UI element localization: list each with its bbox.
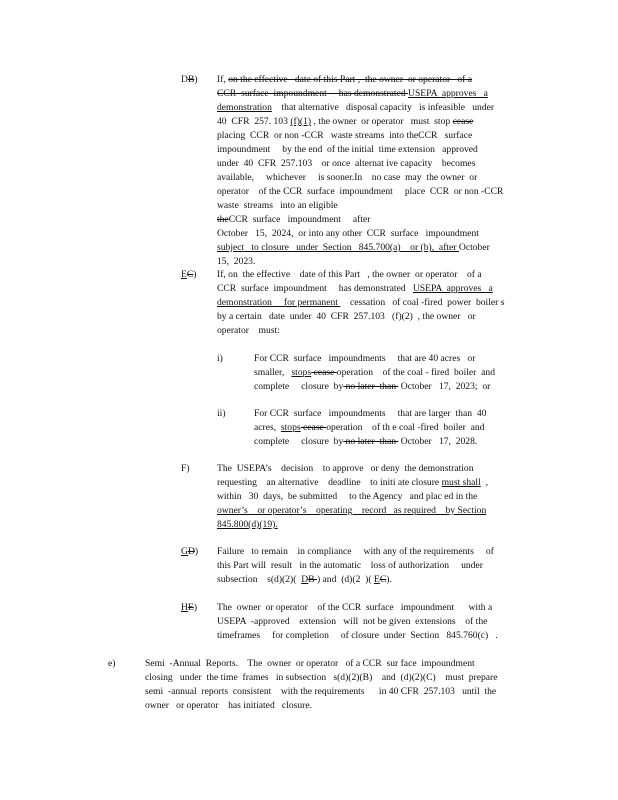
line: owner’s or operator’s operating record as required by Section <box>217 505 487 516</box>
line: If, on the effective date of this Part , the owner or operator of a <box>217 269 482 280</box>
line: available, whichever is sooner.In no case may the owner or <box>217 172 478 183</box>
item-e-reports-label: e) <box>108 658 116 669</box>
line: 845.800(d)(19). <box>217 519 278 530</box>
item-f-label: F) <box>181 463 190 474</box>
line: demonstration that alternative disposal capacity is infeasible under <box>217 102 495 113</box>
subitem-i-text <box>254 352 534 394</box>
subitem-ii-label: ii) <box>217 408 226 419</box>
line: For CCR surface impoundments that are 40 acres or <box>254 353 476 364</box>
line: CCR surface impoundment has demonstrated USEPA approves a <box>217 283 493 294</box>
item-d-label: DB) <box>181 74 198 85</box>
line: timeframes for completion of closure under Section 845.760(c) . <box>217 630 498 641</box>
line: by a certain date under 40 CFR 257.103 (f)(2) , the owner or <box>217 311 476 322</box>
line: theCCR surface impoundment after <box>217 214 371 225</box>
line: acres, stops cease operation of th e coal -fired boiler and <box>254 422 485 433</box>
line: subsection s(d)(2)( DB ) and (d)(2 )( EC). <box>217 574 392 585</box>
item-e-label: EC) <box>181 269 197 280</box>
item-e-text <box>217 268 535 338</box>
line: demonstration for permanent cessation of coal -fired power boiler s <box>217 297 505 308</box>
line: Failure to remain in compliance with any of the requirements of <box>217 546 494 557</box>
subitem-i-label: i) <box>217 353 223 364</box>
line: waste streams into an eligible <box>217 200 343 211</box>
line: operator must: <box>217 325 280 336</box>
line: The owner or operator of the CCR surface impoundment with a <box>217 602 493 613</box>
line: complete closure by no later than October 17, 2028. <box>254 436 478 447</box>
line: closing under the time frames in subsection s(d)(2)(B) and (d)(2)(C) must prepare <box>145 672 498 683</box>
line: owner or operator has initiated closure. <box>145 700 313 711</box>
line: October 15, 2024, or into any other CCR surface impoundment <box>217 228 479 239</box>
item-h-text <box>217 601 535 643</box>
item-f-text <box>217 462 535 532</box>
line: subject to closure under Section 845.700(a) or (b), after October <box>217 242 490 253</box>
line: 40 CFR 257. 103 (f)(1) , the owner or operator must stop cease <box>217 116 474 127</box>
line: requesting an alternative deadline to initi ate closure must shall , <box>217 477 488 488</box>
line: If, on the effective date of this Part , the owner or operator of a <box>217 74 473 85</box>
line: under 40 CFR 257.103 or once alternat ive capacity becomes <box>217 158 476 169</box>
line: within 30 days, be submitted to the Agency and plac ed in the <box>217 491 478 502</box>
item-g-text <box>217 545 535 587</box>
line: this Part will result in the automatic loss of authorization under <box>217 560 483 571</box>
line: USEPA -approved extension will not be given extensions of the <box>217 616 488 627</box>
line: impoundment by the end of the initial time extension approved <box>217 144 478 155</box>
item-g-label: GD) <box>181 546 199 557</box>
subitem-ii-text <box>254 407 534 449</box>
item-d-text <box>217 73 535 269</box>
line: 15, 2023. <box>217 256 256 267</box>
line: smaller, stops cease operation of the coal - fired boiler and <box>254 367 496 378</box>
line: Semi -Annual Reports. The owner or operator of a CCR sur face impoundment <box>145 658 475 669</box>
item-e-reports-text <box>145 657 537 713</box>
line: semi -annual reports consistent with the requirements in 40 CFR 257.103 until the <box>145 686 497 697</box>
line: The USEPA’s decision to approve or deny the demonstration <box>217 463 474 474</box>
line: For CCR surface impoundments that are larger than 40 <box>254 408 487 419</box>
line: complete closure by no later than October 17, 2023; or <box>254 381 491 392</box>
item-h-label: HE) <box>181 602 198 613</box>
line: placing CCR or non -CCR waste streams into theCCR surface <box>217 130 473 141</box>
line: operator of the CCR surface impoundment place CCR or non -CCR <box>217 186 504 197</box>
line: CCR surface impoundment has demonstrated USEPA approves a <box>217 88 488 99</box>
